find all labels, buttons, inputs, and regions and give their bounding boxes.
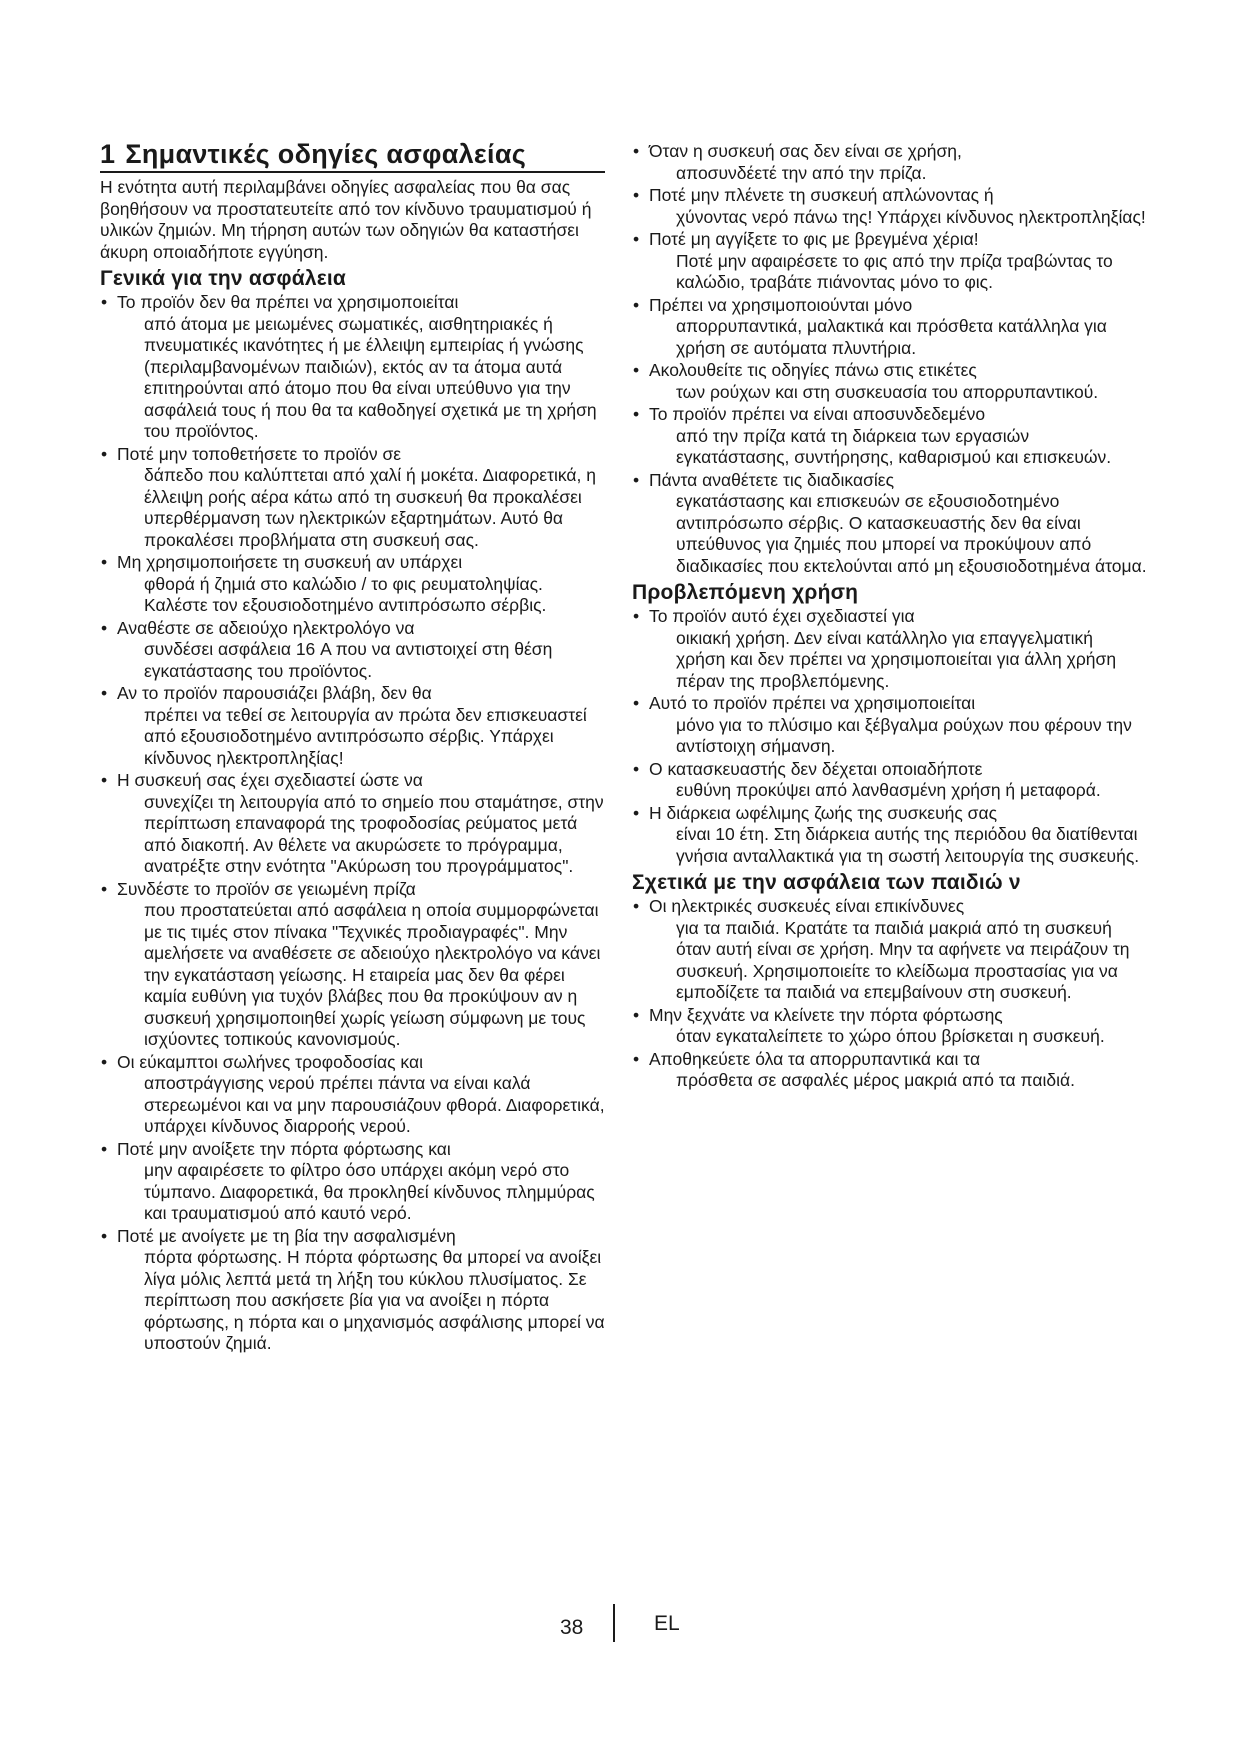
section-intro: Η ενότητα αυτή περιλαμβάνει οδηγίες ασφαλείας που θα σας βοηθήσουν να προστατευτείτε από τον κίνδυνο τραυματισμού ή υλικών ζημιών. Μη τήρηση αυτών των οδηγιών θα καταστήσει άκυρη οποιαδήποτε εγγύηση. — [100, 177, 592, 262]
left-column — [100, 138, 605, 1356]
list-item: • Ποτέ με ανοίγετε με τη βία την ασφαλισμένη πόρτα φόρτωσης. Η πόρτα φόρτωσης θα μπορεί να ανοίξει λίγα μόλις λεπτά μετά τη λήξη του κύκλου πλυσίματος. Σε περίπτωση που ασκήσετε βία για να ανοίξει η πόρτα φόρτωσης, η πόρτα και ο μηχανισμός ασφάλισης μπορεί να υποστούν ζημιά. — [100, 1226, 605, 1355]
general-safety-list — [100, 292, 605, 1355]
general-safety-list-continued — [632, 141, 1147, 577]
list-item: • Ποτέ μην πλένετε τη συσκευή απλώνοντας ή χύνοντας νερό πάνω της! Υπάρχει κίνδυνος ηλεκτροπληξίας! — [632, 185, 1147, 228]
list-item: • Αποθηκεύετε όλα τα απορρυπαντικά και τα πρόσθετα σε ασφαλές μέρος μακριά από τα παιδιά. — [632, 1049, 1147, 1092]
list-item: • Το προϊόν αυτό έχει σχεδιαστεί για οικιακή χρήση. Δεν είναι κατάλληλο για επαγγελματική χρήση και δεν πρέπει να χρησιμοποιείται για άλλη χρήση πέραν της προβλεπόμενης. — [632, 606, 1147, 692]
section-number: 1 — [100, 139, 116, 169]
list-item: • Οι ηλεκτρικές συσκευές είναι επικίνδυνες για τα παιδιά. Κρατάτε τα παιδιά μακριά από τη συσκευή όταν αυτή είναι σε χρήση. Μην τα αφήνετε να πειράζουν τη συσκευή. Χρησιμοποιείτε το κλείδωμα προστασίας για να εμποδίζετε τα παιδιά να επεμβαίνουν στη συσκευή. — [632, 896, 1147, 1004]
list-item: • Ακολουθείτε τις οδηγίες πάνω στις ετικέτες των ρούχων και στη συσκευασία του απορρυπαντικού. — [632, 360, 1147, 403]
child-safety-heading: Σχετικά με την ασφάλεια των παιδιώ ν — [632, 871, 1021, 894]
list-item: • Το προϊόν δεν θα πρέπει να χρησιμοποιείται από άτομα με μειωμένες σωματικές, αισθητηριακές ή πνευματικές ικανότητες ή με έλλειψη εμπειρίας ή γνώσης (περιλαμβανομένων παιδιών), εκτός αν τα άτομα αυτά επιτηρούνται από άτομο που θα είναι υπεύθυνο για την ασφάλειά τους ή που θα τα καθοδηγεί σχετικά με τη χρήση του προϊόντος. — [100, 292, 605, 443]
general-safety-heading: Γενικά για την ασφάλεια — [100, 267, 347, 290]
list-item: • Η διάρκεια ωφέλιμης ζωής της συσκευής σας είναι 10 έτη. Στη διάρκεια αυτής της περιόδου θα διατίθενται γνήσια ανταλλακτικά για τη σωστή λειτουργία της συσκευής. — [632, 803, 1147, 868]
language-code: EL — [654, 1612, 680, 1635]
right-column — [632, 141, 1147, 1093]
list-item: • Ποτέ μην τοποθετήσετε το προϊόν σε δάπεδο που καλύπτεται από χαλί ή μοκέτα. Διαφορετικά, η έλλειψη ροής αέρα κάτω από τη συσκευή θα προκαλέσει υπερθέρμανση των ηλεκτρικών εξαρτημάτων. Αυτό θα προκαλέσει προβλήματα στη συσκευή σας. — [100, 444, 605, 552]
list-item: • Το προϊόν πρέπει να είναι αποσυνδεδεμένο από την πρίζα κατά τη διάρκεια των εργασιών εγκατάστασης, συντήρησης, καθαρισμού και επισκευών. — [632, 404, 1147, 469]
list-item: • Συνδέστε το προϊόν σε γειωμένη πρίζα που προστατεύεται από ασφάλεια η οποία συμμορφώνεται με τις τιμές στον πίνακα "Τεχνικές προδιαγραφές". Μην αμελήσετε να αναθέσετε σε αδειούχο ηλεκτρολόγο να κάνει την εγκατάσταση γείωσης. Η εταιρεία μας δεν θα φέρει καμία ευθύνη για τυχόν βλάβες που θα προκύψουν αν η συσκευή χρησιμοποιηθεί χωρίς γείωση σύμφωνη με τους ισχύοντες τοπικούς κανονισμούς. — [100, 879, 605, 1051]
list-item: • Οι εύκαμπτοι σωλήνες τροφοδοσίας και αποστράγγισης νερού πρέπει πάντα να είναι καλά στερεωμένοι και να μην παρουσιάζουν φθορά. Διαφορετικά, υπάρχει κίνδυνος διαρροής νερού. — [100, 1052, 605, 1138]
list-item: • Ποτέ μη αγγίξετε το φις με βρεγμένα χέρια! Ποτέ μην αφαιρέσετε το φις από την πρίζα τραβώντας το καλώδιο, τραβάτε πιάνοντας μόνο το φις. — [632, 229, 1147, 294]
intended-use-heading: Προβλεπόμενη χρήση — [632, 581, 859, 604]
footer-divider — [613, 1604, 615, 1642]
list-item: • Αυτό το προϊόν πρέπει να χρησιμοποιείται μόνο για το πλύσιμο και ξέβγαλμα ρούχων που φέρουν την αντίστοιχη σήμανση. — [632, 693, 1147, 758]
list-item: • Πρέπει να χρησιμοποιούνται μόνο απορρυπαντικά, μαλακτικά και πρόσθετα κατάλληλα για χρήση σε αυτόματα πλυντήρια. — [632, 295, 1147, 360]
section-title — [100, 138, 605, 173]
child-safety-list — [632, 896, 1147, 1092]
page-number: 38 — [560, 1616, 584, 1639]
list-item: • Αναθέστε σε αδειούχο ηλεκτρολόγο να συνδέσει ασφάλεια 16 A που να αντιστοιχεί στη θέση εγκατάστασης του προϊόντος. — [100, 618, 605, 683]
section-title-text: Σημαντικές οδηγίες ασφαλείας — [125, 139, 527, 169]
list-item: • Πάντα αναθέτετε τις διαδικασίες εγκατάστασης και επισκευών σε εξουσιοδοτημένο αντιπρόσωπο σέρβις. Ο κατασκευαστής δεν θα είναι υπεύθυνος για ζημιές που μπορεί να προκύψουν από διαδικασίες που εκτελούνται από μη εξουσιοδοτημένα άτομα. — [632, 470, 1147, 578]
list-item: • Μη χρησιμοποιήσετε τη συσκευή αν υπάρχει φθορά ή ζημιά στο καλώδιο / το φις ρευματοληψίας. Καλέστε τον εξουσιοδοτημένο αντιπρόσωπο σέρβις. — [100, 552, 605, 617]
list-item: • Η συσκευή σας έχει σχεδιαστεί ώστε να συνεχίζει τη λειτουργία από το σημείο που σταμάτησε, στην περίπτωση επαναφορά της τροφοδοσίας ρεύματος μετά από διακοπή. Αν θέλετε να ακυρώσετε το πρόγραμμα, ανατρέξτε στην ενότητα "Ακύρωση του προγράμματος". — [100, 770, 605, 878]
list-item: • Αν το προϊόν παρουσιάζει βλάβη, δεν θα πρέπει να τεθεί σε λειτουργία αν πρώτα δεν επισκευαστεί από εξουσιοδοτημένο αντιπρόσωπο σέρβις. Υπάρχει κίνδυνος ηλεκτροπληξίας! — [100, 683, 605, 769]
list-item: • Ο κατασκευαστής δεν δέχεται οποιαδήποτε ευθύνη προκύψει από λανθασμένη χρήση ή μεταφορά. — [632, 759, 1147, 802]
intended-use-list — [632, 606, 1147, 867]
list-item: • Όταν η συσκευή σας δεν είναι σε χρήση, αποσυνδέετέ την από την πρίζα. — [632, 141, 1147, 184]
list-item: • Ποτέ μην ανοίξετε την πόρτα φόρτωσης και μην αφαιρέσετε το φίλτρο όσο υπάρχει ακόμη νερό στο τύμπανο. Διαφορετικά, θα προκληθεί κίνδυνος πλημμύρας και τραυματισμού από καυτό νερό. — [100, 1139, 605, 1225]
list-item: • Μην ξεχνάτε να κλείνετε την πόρτα φόρτωσης όταν εγκαταλείπετε το χώρο όπου βρίσκεται η συσκευή. — [632, 1005, 1147, 1048]
